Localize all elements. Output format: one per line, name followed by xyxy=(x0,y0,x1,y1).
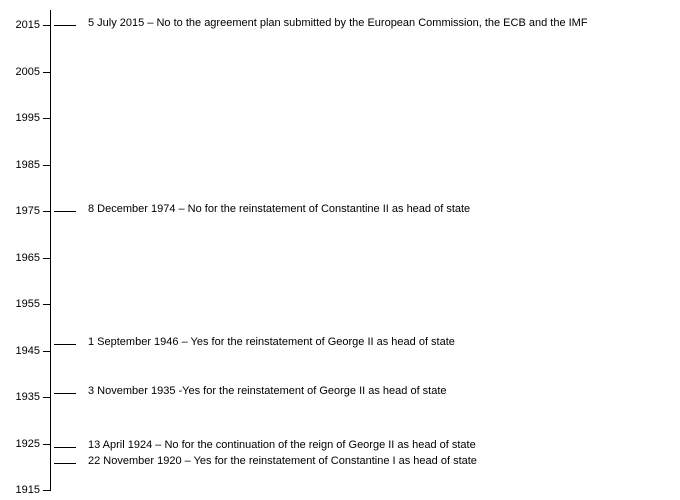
axis-tick-mark xyxy=(43,165,51,166)
axis-tick-label: 1995 xyxy=(15,112,40,124)
axis-tick-mark xyxy=(43,490,51,491)
event-marker xyxy=(54,25,76,26)
axis-tick-label: 1915 xyxy=(15,484,40,496)
event-label: 1 September 1946 – Yes for the reinstatement of George II as head of state xyxy=(88,335,455,348)
event-marker xyxy=(54,463,76,464)
event-label: 8 December 1974 – No for the reinstatement of Constantine II as head of state xyxy=(88,203,471,216)
axis-tick-mark xyxy=(43,304,51,305)
axis-tick-label: 2005 xyxy=(15,65,40,78)
axis-tick-label: 1955 xyxy=(15,298,40,310)
event-marker xyxy=(54,344,76,345)
event-label: 13 April 1924 – No for the continuation of the reign of George II as head of state xyxy=(88,439,476,452)
y-axis-line xyxy=(50,10,51,491)
event-label: 3 November 1935 -Yes for the reinstatement of George II as head of state xyxy=(88,385,447,398)
event-label: 22 November 1920 – Yes for the reinstatement of Constantine I as head of state xyxy=(88,455,477,468)
axis-tick-mark xyxy=(43,72,51,73)
axis-tick-mark xyxy=(43,211,51,212)
axis-tick-mark xyxy=(43,25,51,26)
axis-tick-label: 2015 xyxy=(15,19,40,31)
axis-tick-label: 1975 xyxy=(15,205,40,217)
axis-tick-label: 1985 xyxy=(15,158,40,171)
event-marker xyxy=(54,393,76,394)
axis-tick-label: 1945 xyxy=(15,344,40,357)
axis-tick-label: 1925 xyxy=(15,437,40,450)
axis-tick-mark xyxy=(43,258,51,259)
axis-tick-label: 1935 xyxy=(15,391,40,403)
axis-tick-mark xyxy=(43,351,51,352)
axis-tick-mark xyxy=(43,118,51,119)
axis-tick-label: 1965 xyxy=(15,251,40,264)
event-marker xyxy=(54,447,76,448)
event-label: 5 July 2015 – No to the agreement plan submitted by the European Commission, the ECB and the IMF xyxy=(88,17,588,29)
axis-tick-mark xyxy=(43,397,51,398)
event-marker xyxy=(54,211,76,212)
axis-tick-mark xyxy=(43,444,51,445)
